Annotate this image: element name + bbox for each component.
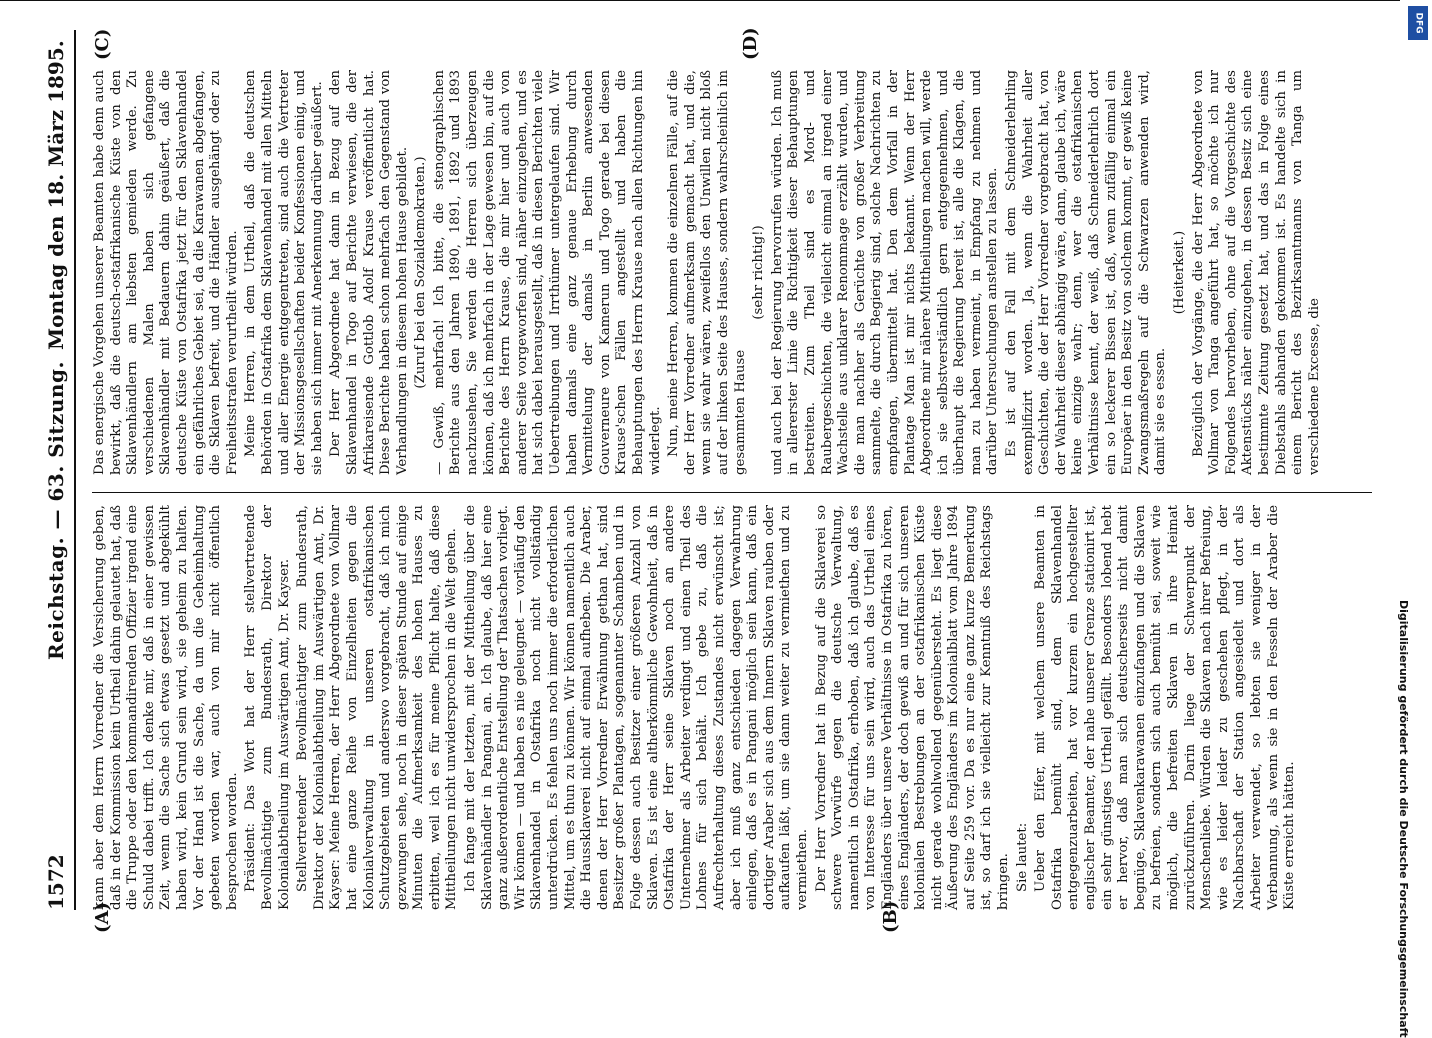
paragraph: Präsident: Das Wort hat der Herr stellvertretende Bevollmächtigte zum Bundesrath, Direktor der Kolonialabtheilung im Auswärtigen Amt, Dr. Kayser. [243,505,292,910]
session-date: Montag den 18. März 1895. [44,40,68,350]
dfg-logo [1408,6,1428,40]
paragraph: Der Herr Abgeordnete hat dann in Bezug auf den Sklavenhandel in Togo auf Berichte verwiesen, die der Afrikareisende Gottlob Adolf Krause veröffentlicht hat. Diese Berichte haben schon mehrfach den Gegenstand von Verhandlungen in diesem hohen Hause gebildet. [328,70,410,475]
margin-label-b: (B) [880,900,901,933]
dfg-credit: Digitalisierung gefördert durch die Deutsche Forschungsgemeinschaft [1397,600,1410,1038]
session-title: Reichstag. — 63. Sitzung. [44,361,68,660]
interjection: (Zuruf bei den Sozialdemokraten.) [413,156,429,389]
right-column [92,70,1325,475]
dfg-sidebar [1397,0,1432,1038]
paragraph: Der Herr Vorredner hat in Bezug auf die Sklaverei so schwere Vorwürfe gegen die deutsche Verwaltung, namentlich in Ostafrika, erhoben, daß ich glaube, daß es von Interesse für uns sein wird, auch das Urtheil eines Engländers über unsere Verhältnisse in Ostafrika zu hören, eines Engländers, der doch gewiß an und für sich unseren kolonialen Bestrebungen an der ostafrikanischen Küste nicht gerade wohlwollend gegenübersteht. Es liegt diese Äußerung des Engländers im Kolonialblatt vom Jahre 1894 auf Seite 259 vor. Da es nur eine ganz kurze Bemerkung ist, so darf ich sie vielleicht zur Kenntniß des Reichstags bringen. [813,505,1012,910]
paragraph: Ueber den Eifer, mit welchem unsere Beamten in Ostafrika bemüht sind, dem Sklavenhandel entgegenzuarbeiten, hat vor kurzem ein hochgestellter englischer Beamter, der nahe unserer Grenze stationirt ist, ein sehr günstiges Urtheil gefällt. Besonders lobend hebt er hervor, daß man sich deutscherseits nicht damit begnüge, Sklavenkarawanen einzufangen und die Sklaven zu befreien, sondern sich auch bemüht sei, soweit wie möglich, die befreiten Sklaven in ihre Heimat zurückzuführen. Darin liege der Schwerpunkt der Menschenliebe. Würden die Sklaven nach ihrer Befreiung, wie es leider leider zu geschehen pflegt, in der Nachbarschaft der Station angesiedelt und dort als Arbeiter verwendet, so lebten sie weniger in der Verbannung, als wenn sie in den Fesseln der Araber die Küste erreicht hätten. [1033,505,1298,910]
interjection: (sehr richtig!) [751,225,767,320]
margin-label-c: (C) [92,28,113,60]
dfg-logo-text: DFG [1413,12,1424,34]
paragraph: Nun, meine Herren, kommen die einzelnen Fälle, auf die der Herr Vorredner aufmerksam gemacht hat, und die, wenn sie wahr wären, zweifellos den Unwillen nicht bloß auf der linken Seite des Hauses, sondern wahrscheinlich im gesammten Hause [666,70,748,475]
paragraph: Das energische Vorgehen unserer Beamten habe denn auch bewirkt, daß die deutsch-ostafrikanische Küste von den Sklavenhändlern am liebsten gemieden werde. Zu verschiedenen Malen haben sich gefangene Sklavenhändler mit Bedauern dahin geäußert, daß die deutsche Küste von Ostafrika jetzt für den Sklavenhandel ein gefährliches Gebiet sei, da die Karawanen abgefangen, die Sklaven befreit, und die Händler ausgehängt oder zu Freiheitsstrafen verurtheilt würden. [92,70,240,475]
document-page [0,5,1400,995]
column-divider [92,492,1372,493]
paragraph: Sie lautet: [1014,822,1030,892]
top-border-line [0,0,1400,1]
paragraph: Meine Herren, in dem Urtheil, daß die deutschen Behörden in Ostafrika dem Sklavenhandel mit allen Mitteln und aller Energie entgegentreten, sind auch die Vertreter der Missionsgesellschaften beider Konfessionen einig, und sie haben sich immer mit Anerkennung darüber geäußert. [243,70,325,475]
margin-label-d: (D) [740,27,761,60]
paragraph: Bezüglich der Vorgänge, die der Herr Abgeordnete von Vollmar von Tanga angeführt hat, so möchte ich nur Folgendes hervorheben, ohne auf die Vorgeschichte des Aktenstücks näher einzugehen, in dessen Besitz sich eine bestimmte Zeitung gesetzt hat, und das in Folge eines Diebstahls abhanden gekommen ist. Es handelte sich in einem Bericht des Bezirksamtmanns von Tanga um verschiedene Excesse, die [1190,70,1322,475]
paragraph: Ich fange mit der letzten, mit der Mittheilung über die Sklavenhändler in Pangani, an. Ich glaube, daß hier eine ganz außerordentliche Entstellung der Thatsachen vorliegt. Wir können — und haben es nie geleugnet — vorläufig den Sklavenhandel in Ostafrika noch nicht vollständig unterdrücken. Es fehlen uns noch immer die erforderlichen Mittel, um es thun zu können. Wir können namentlich auch die Haussklaverei nicht auf einmal aufheben. Die Araber, denen der Herr Vorredner Erwähnung gethan hat, sind Besitzer großer Plantagen, sogenannter Schamben und in Folge dessen auch Besitzer einer größeren Anzahl von Sklaven. Es ist eine altherkömmliche Gewohnheit, daß in Ostafrika der Herr seine Sklaven noch an andere Unternehmer als Arbeiter verdingt und einen Theil des Lohnes für sich behält. Ich gebe zu, daß die Aufrechterhaltung dieses Zustandes nicht erwünscht ist; aber ich muß ganz entschieden dagegen Verwahrung einlegen, daß es in Pangani möglich sein kann, daß ein dortiger Araber sich aus dem Innern Sklaven rauben oder aufkaufen läßt, um sie dann weiter zu vermiethen und zu vermiethen. [463,505,810,910]
paragraph: kann aber dem Herrn Vorredner die Versicherung geben, daß in der Kommission kein Urtheil dahin gelautet hat, daß die Truppe oder den kommandirenden Offizier irgend eine Schuld dabei trifft. Ich denke mir, daß in einer gewissen Zeit, wenn die Sache sich etwas gesetzt und abgekühlt haben wird, kein Grund sein wird, sie geheim zu halten. Vor der Hand ist die Sache, da um die Geheimhaltung gebeten worden war, auch von mir nicht öffentlich besprochen worden. [92,505,240,910]
page-header [40,30,76,910]
paragraph: Es ist auf den Fall mit dem Schneiderlehrling exemplifizirt worden. Ja, wenn die Wahrheit aller Geschichten, die der Herr Vorredner vorgebracht hat, von der Wahrheit dieser abhängig wäre, dann, glaube ich, wäre keine einzige wahr; denn, wer die ostafrikanischen Verhältnisse kennt, der weiß, daß Schneiderlehrlich dort ein so leckerer Bissen ist, daß, wenn zufällig einmal ein Europäer in den Besitz von solchem kommt, er gewiß keine Zwangsmaßregeln auf die Schwarzen anwenden wird, damit sie es essen. [1004,70,1169,475]
page-number: 1572 [44,854,68,910]
paragraph: Stellvertretender Bevollmächtigter zum Bundesrath, Direktor der Kolonialabtheilung im Auswärtigen Amt, Dr. Kayser: Meine Herren, der Herr Abgeordnete von Vollmar hat eine ganze Reihe von Einzelheiten gegen die Kolonialverwaltung in unseren ostafrikanischen Schutzgebieten und anderswo vorgebracht, daß ich mich gezwungen sehe, noch in dieser späten Stunde auf einige Minuten die Aufmerksamkeit des hohen Hauses zu erbitten, weil ich es für meine Pflicht halte, daß diese Mittheilungen nicht unwidersprochen in die Welt gehen. [295,505,460,910]
paragraph: — Gewiß, mehrfach! Ich bitte, die stenographischen Berichte aus den Jahren 1890, 1891, 1892 und 1893 nachzusehen, Sie werden die Herren sich überzeugen können, daß ich mehrfach in der Lage gewesen bin, auf die Berichte des Herrn Krause, die mir hier und auch von anderer Seite vorgeworfen sind, näher einzugehen, und es hat sich dabei herausgestellt, daß in diesen Berichten viele Uebertreibungen und Irrthümer untergelaufen sind. Wir haben damals eine ganz genaue Erhebung durch Vermittelung der damals in Berlin anwesenden Gouverneure von Kamerun und Togo gerade bei diesen Krause'schen Fällen angestellt und haben die Behauptungen des Herrn Krause nach allen Richtungen hin widerlegt. [431,70,663,475]
paragraph: und auch bei der Regierung hervorrufen würden. Ich muß in allererster Linie die Richtigkeit dieser Behauptungen bestreiten. Zum Theil sind es Mord- und Raubergeschichten, die vielleicht einmal an irgend einer Wachstelle aus unklarer Renommage erzählt wurden, und die man nachher als Gerüchte von großer Verbreitung sammelte, die durch Begierig sind, solche Nachrichten zu empfangen, übermittelt hat. Den dem Vorfall in der Plantage Man ist mir nichts bekannt. Wenn der Herr Abgeordnete mir nähere Mittheilungen machen will, werde ich sie selbstverständlich gern entgegennehmen, und überhaupt die Regierung bereit ist, alle die Klagen, die man zu haben vermeint, in Empfang zu nehmen und darüber Untersuchungen anstellen zu lassen. [769,70,1001,475]
left-column [92,505,1301,910]
margin-label-a: (A) [92,902,113,933]
interjection: (Heiterkeit.) [1172,230,1187,315]
